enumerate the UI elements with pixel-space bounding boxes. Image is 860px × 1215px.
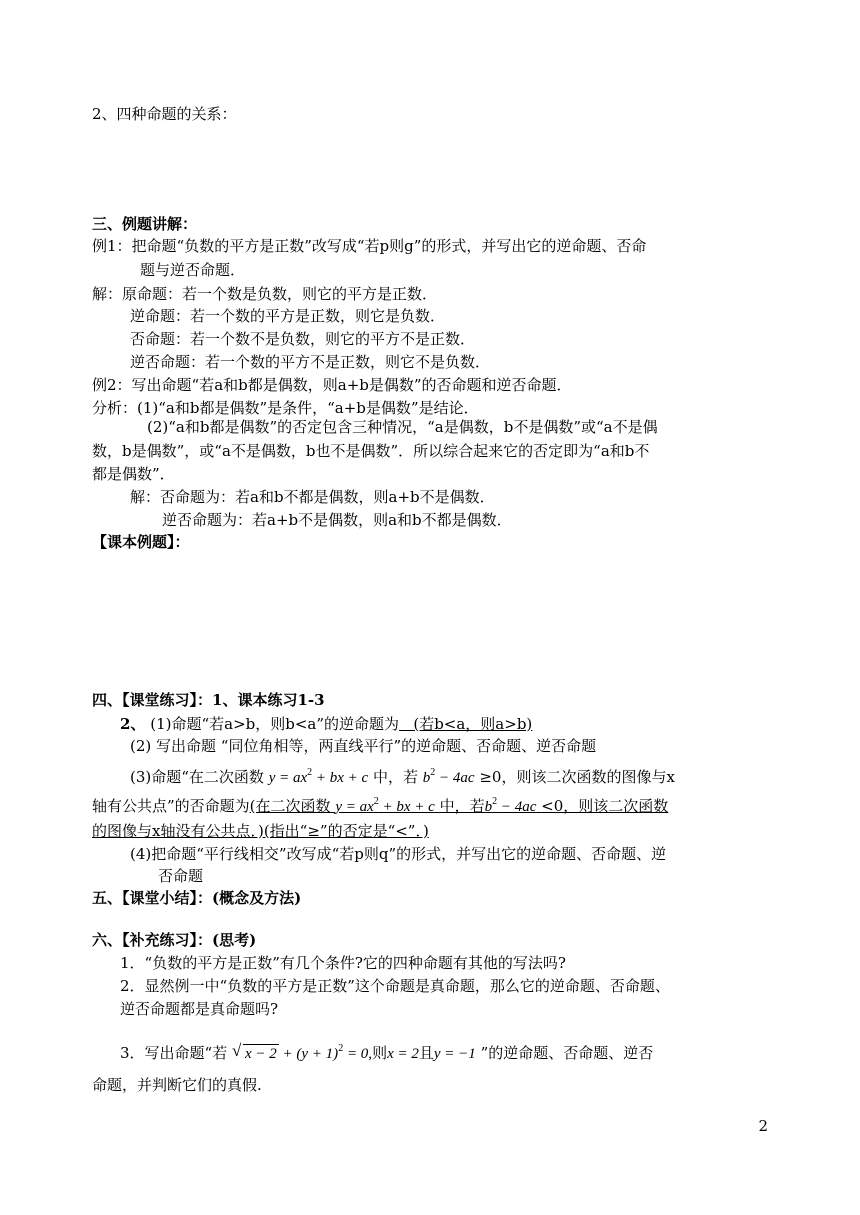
example2-analysis-1: 分析：(1)“a和b都是偶数”是条件，“a+b是偶数”是结论．: [92, 399, 479, 417]
supplement-problem3: [120, 1036, 653, 1062]
exercise2-part3: [130, 762, 675, 784]
section3-heading: 三、例题讲解：: [92, 215, 198, 233]
example2-analysis-2-end: 都是偶数”．: [92, 465, 175, 483]
discriminant-formula-answer: $b^2 - 4ac$: [484, 796, 537, 815]
example1-question-cont: 题与逆否命题．: [140, 261, 246, 279]
example2-analysis-2: (2)“a和b都是偶数”的否定包含三种情况，“a是偶数，b不是偶数”或“a不是偶: [147, 418, 658, 436]
supplement-problem1: 1．“负数的平方是正数”有几个条件?它的四种命题有其他的写法吗?: [120, 954, 566, 972]
exercise2-part4: (4)把命题“平行线相交”改写成“若p则q”的形式，并写出它的逆命题、否命题、逆: [130, 845, 667, 863]
exercise2-part1-answer: (若b<a，则a>b): [413, 715, 533, 733]
textbook-examples-heading: 【课本例题】：: [92, 533, 190, 551]
section-relation: 2、四种命题的关系：: [92, 105, 237, 123]
example2-question: 例2：写出命题“若a和b都是偶数，则a+b是偶数”的否命题和逆否命题．: [92, 376, 572, 394]
problem3-text-b: ”的逆命题、否命题、逆否: [480, 1044, 654, 1062]
part3-text-a: (3)命题“在二次函数: [130, 768, 264, 786]
section6-heading: 六、【补充练习】：(思考): [92, 931, 257, 949]
exercise2-part1: [120, 713, 532, 735]
exercise2-number: 2、: [120, 715, 146, 733]
problem3-text-a: 3．写出命题“若: [120, 1044, 228, 1062]
square-root: √ x − 2: [232, 1041, 277, 1062]
example1-answer-inverse: 否命题：若一个数不是负数，则它的平方不是正数．: [130, 330, 476, 348]
page-number: 2: [758, 1117, 768, 1135]
section4-heading: 四、【课堂练习】：1、课本练习1-3: [92, 691, 325, 709]
problem3-formula: √ $x - 2 + (y + 1)^2 = 0$,则x = 2且y = −1: [232, 1046, 476, 1062]
section5-heading: 五、【课堂小结】：(概念及方法): [92, 889, 302, 907]
supplement-problem2-cont: 逆否命题都是真命题吗?: [120, 1000, 279, 1018]
example1-answer-original: 解：原命题：若一个数是负数，则它的平方是正数．: [92, 285, 438, 303]
exercise2-part3-line3: 的图像与x轴没有公共点．)(指出“≥”的否定是“<”．): [92, 822, 429, 840]
part3-answer: (在二次函数 $y = ax^2$ + bx + c 中，若$b^2 - 4ac <0$，则该二次函数: [249, 796, 669, 815]
example1-question: 例1：把命题“负数的平方是正数”改写成“若p则g”的形式，并写出它的逆命题、否命: [92, 237, 647, 255]
quadratic-formula: $y = ax^2$ + bx + c: [268, 767, 369, 786]
discriminant-formula: $b^2 - 4ac$: [422, 767, 475, 786]
example2-solution-contrapositive: 逆否命题为：若a+b不是偶数，则a和b不都是偶数．: [162, 511, 512, 529]
quadratic-formula-answer: $y = ax^2$ + bx + c: [335, 796, 435, 815]
part3-text-b: 中，若: [372, 768, 418, 786]
supplement-problem2: 2．显然例一中“负数的平方是正数”这个命题是真命题，那么它的逆命题、否命题、: [120, 977, 670, 995]
example2-analysis-2-cont: 数，b是偶数”，或“a不是偶数，b也不是偶数”．所以综合起来它的否定即为“a和b不: [92, 442, 650, 460]
example1-answer-converse: 逆命题：若一个数的平方是正数，则它是负数．: [130, 307, 446, 325]
exercise2-part2: (2) 写出命题 “同位角相等，两直线平行”的逆命题、否命题、逆否命题: [130, 737, 597, 755]
supplement-problem3-cont: 命题，并判断它们的真假.: [92, 1076, 262, 1094]
example2-solution-inverse: 解：否命题为：若a和b不都是偶数，则a+b不是偶数．: [130, 488, 495, 506]
example1-answer-contrapositive: 逆否命题：若一个数的平方不是正数，则它不是负数．: [130, 353, 491, 371]
part3-l2-text: 轴有公共点”的否命题为: [92, 797, 250, 815]
exercise2-part1-text: (1)命题“若a>b，则b<a”的逆命题为: [150, 715, 400, 733]
part3-text-c: ≥0，则该二次函数的图像与x: [479, 768, 675, 786]
exercise2-part3-line2: [92, 791, 668, 813]
exercise2-part4-cont: 否命题: [158, 867, 204, 885]
